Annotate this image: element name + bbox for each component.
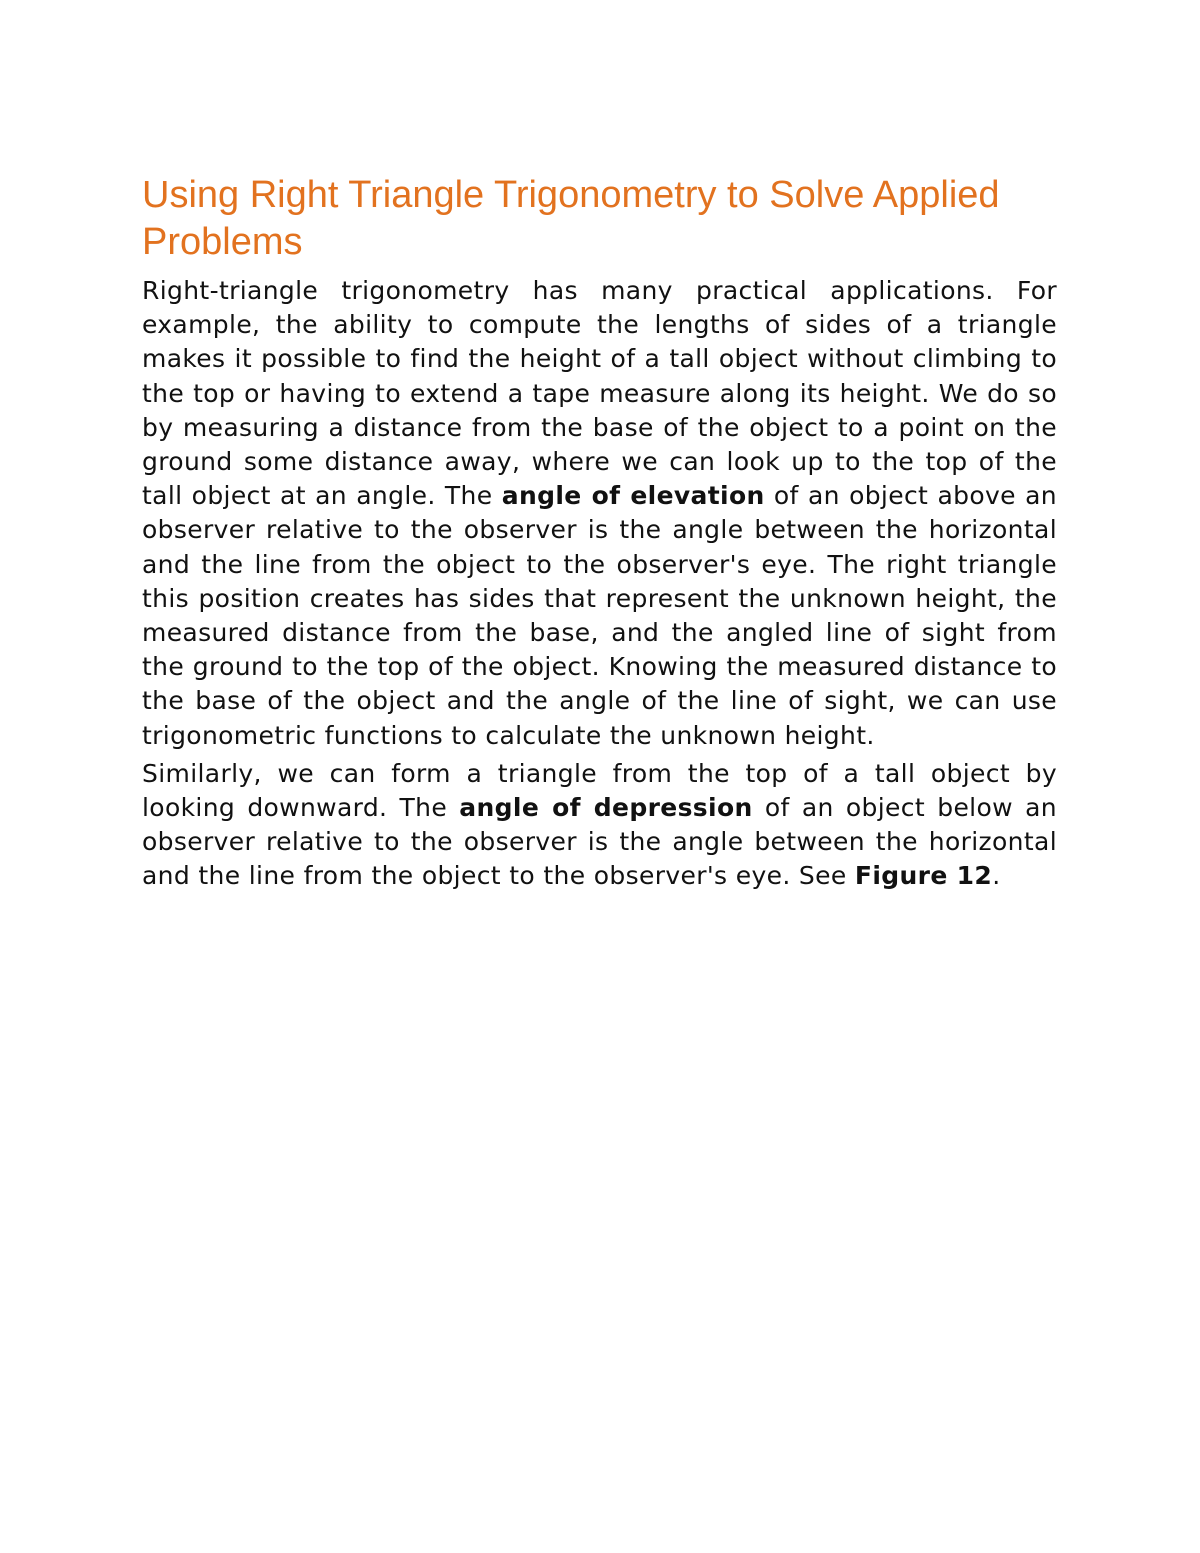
- paragraph-text: Right-triangle trigonometry has many practical applications. For example, the ability to compute the lengths of sides of a triangle makes it possible to find the height of a tall object without climbing to the top or having to extend a tape measure along its height. We do so by measuring a distance from the base of the object to a point on the ground some distance away, where we can look up to the top of the tall object at an angle. The: [142, 276, 1057, 511]
- figure-reference: Figure 12: [854, 861, 993, 891]
- term-angle-of-depression: angle of depression: [459, 793, 753, 823]
- paragraph-text: of an object below an observer relative to the observer is the angle between the horizontal and the line from the object to the observer's eye. See: [142, 793, 1057, 891]
- document-page: [142, 172, 1057, 894]
- term-angle-of-elevation: angle of elevation: [501, 481, 765, 511]
- paragraph-angle-of-elevation: [142, 274, 1057, 753]
- paragraph-text: Similarly, we can form a triangle from the top of a tall object by looking downward. The: [142, 758, 1057, 823]
- paragraph-angle-of-depression: [142, 757, 1057, 894]
- paragraph-text: .: [992, 861, 1001, 891]
- paragraph-text: of an object above an observer relative to the observer is the angle between the horizontal and the line from the object to the observer's eye. The right triangle this position creates has sides that represent the unknown height, the measured distance from the base, and the angled line of sight from the ground to the top of the object. Knowing the measured distance to the base of the object and the angle of the line of sight, we can use trigonometric functions to calculate the unknown height.: [142, 481, 1057, 750]
- section-heading: Using Right Triangle Trigonometry to Solve Applied Problems: [142, 174, 1000, 263]
